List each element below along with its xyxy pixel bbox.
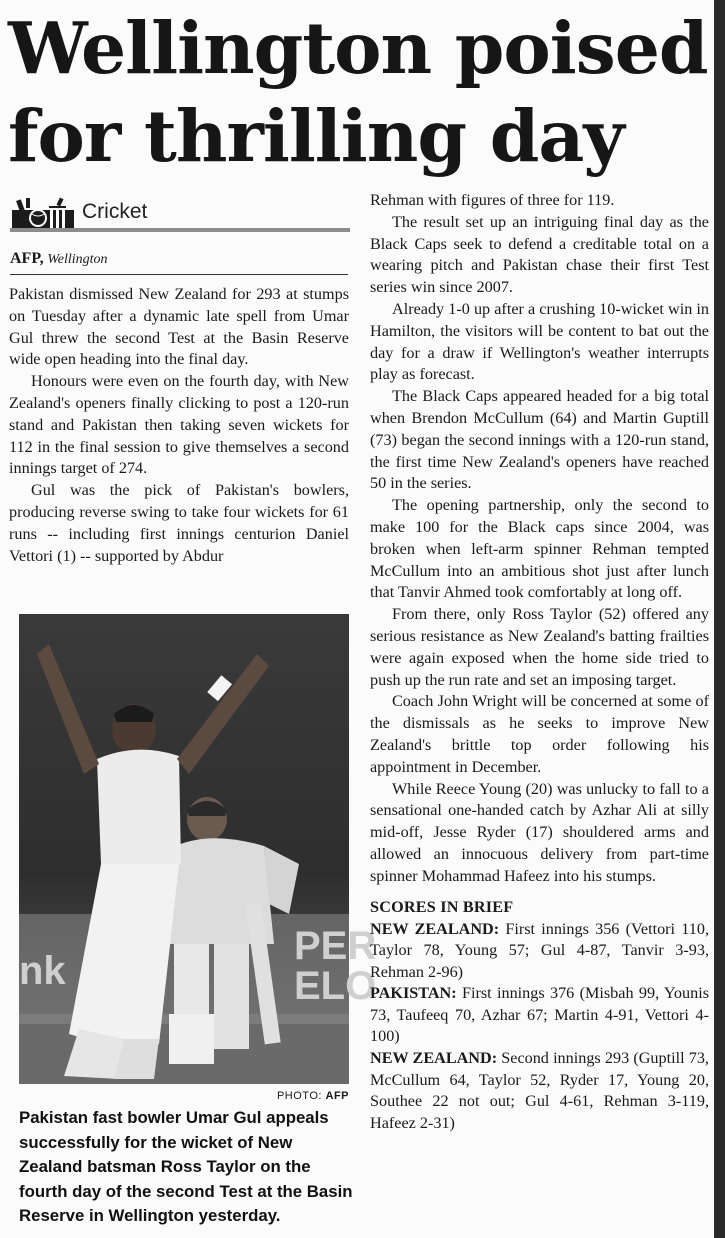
- article-paragraph: While Reece Young (20) was unlucky to fall to a sensational one-handed catch by Azhar Ali at silly mid-off, Jesse Ryder (17) shouldered arms and allowed an innocuous delivery from part-time spinner Mohammad Hafeez into his stumps.: [370, 779, 709, 885]
- score-team: NEW ZEALAND:: [370, 1049, 498, 1068]
- byline: [10, 250, 348, 275]
- article-paragraph: Gul was the pick of Pakistan's bowlers, producing reverse swing to take four wickets for 61 runs -- including first innings centurion Daniel Vettori (1) -- supported by Abdur: [9, 481, 349, 565]
- article-paragraph: From there, only Ross Taylor (52) offered any serious resistance as New Zealand's batting frailties were again exposed when the home side tried to push up the run rate and set an imposing target.: [370, 605, 709, 689]
- page-edge: [714, 0, 725, 1238]
- scores-heading: SCORES IN BRIEF: [370, 897, 514, 916]
- cricket-icon: [10, 196, 78, 232]
- news-photo: [19, 614, 377, 1084]
- article-paragraph: The result set up an intriguing final day as the Black Caps seek to defend a creditable total on a wearing pitch and Pakistan chase their first Test series win since 2007.: [370, 212, 709, 297]
- score-text: First innings 356 (Vettori 110, Taylor 78, Young 57; Gul 4-87, Tanvir 3-93, Rehman 2-96): [370, 919, 709, 981]
- article-paragraph: Coach John Wright will be concerned at some of the dismissals as he seeks to improve New Zealand's brittle top order following his appointment in December.: [370, 692, 709, 776]
- photo-credit: [19, 1090, 349, 1102]
- article-column-right: [370, 190, 709, 1134]
- article-paragraph: The opening partnership, only the second to make 100 for the Black caps since 2004, was broken when left-arm spinner Rehman tempted McCullum into an ambitious shot just after lunch that Tanvir Ahmed took comfortably at long off.: [370, 496, 709, 602]
- headline-line-2: for thrilling day: [8, 94, 624, 178]
- section-label: Cricket: [82, 200, 148, 223]
- byline-location: Wellington: [47, 252, 108, 267]
- photo-caption: Pakistan fast bowler Umar Gul appeals successfully for the wicket of New Zealand batsman Ross Taylor on the fourth day of the second Test at the Basin Reserve in Wellington yesterday.: [19, 1108, 353, 1226]
- photo-illustration: [19, 614, 377, 1084]
- score-team: PAKISTAN:: [370, 984, 457, 1003]
- headline: [8, 4, 708, 180]
- score-entry: [370, 1048, 709, 1134]
- article-paragraph: The Black Caps appeared headed for a big total when Brendon McCullum (64) and Martin Guptill (73) began the second innings with a 120-run stand, the first time New Zealand's openers have reached 50 in the series.: [370, 387, 709, 493]
- byline-agency: AFP,: [10, 250, 44, 267]
- banner-text: ELO: [294, 964, 377, 1008]
- score-text: First innings 376 (Misbah 99, Younis 73, Taufeeq 70, Azhar 67; Martin 4-91, Vettori 4-100): [370, 984, 709, 1046]
- score-entry: [370, 983, 709, 1048]
- section-tag: [10, 196, 350, 236]
- score-team: NEW ZEALAND:: [370, 919, 500, 938]
- photo-credit-prefix: PHOTO:: [276, 1090, 326, 1102]
- article-paragraph: Already 1-0 up after a crushing 10-wicket win in Hamilton, the visitors will be content to bat out the day for a draw if Wellington's weather interrupts play as forecast.: [370, 299, 709, 384]
- banner-text: nk: [19, 949, 66, 993]
- score-entry: [370, 919, 709, 984]
- headline-line-1: Wellington poised: [8, 6, 708, 90]
- article-paragraph: Pakistan dismissed New Zealand for 293 at stumps on Tuesday after a dynamic late spell from Umar Gul threw the second Test at the Basin Reserve wide open heading into the final day.: [9, 285, 349, 369]
- article-paragraph: Honours were even on the fourth day, with New Zealand's openers finally clicking to post a 120-run stand and Pakistan then taking seven wickets for 112 in the final session to give themselves a second innings target of 274.: [9, 372, 349, 478]
- article-paragraph: Rehman with figures of three for 119.: [370, 191, 615, 209]
- section-rule: [10, 228, 350, 232]
- photo-credit-source: AFP: [325, 1090, 349, 1102]
- banner-text: PER: [294, 924, 377, 968]
- score-text: Second innings 293 (Guptill 73, McCullum 64, Taylor 52, Ryder 17, Young 20, Southee 22 not out; Gul 4-61, Rehman 3-119, Hafeez 2-31): [370, 1049, 709, 1132]
- article-column-left: [9, 284, 349, 567]
